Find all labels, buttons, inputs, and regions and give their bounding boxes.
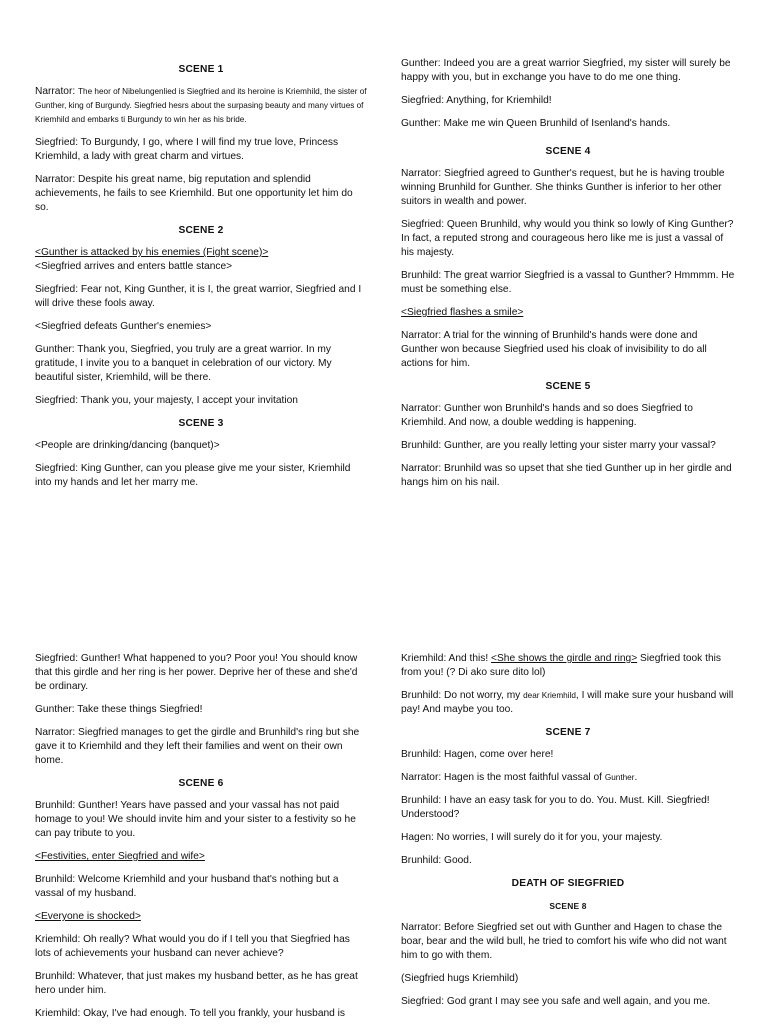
- stage-direction: <Siegfried arrives and enters battle stance>: [35, 261, 233, 272]
- dialogue-text-small: Gunther: [604, 773, 635, 782]
- stage-direction: <People are drinking/dancing (banquet)>: [35, 440, 220, 451]
- dialogue-paragraph: Siegfried: Thank you, your majesty, I accept your invitation: [35, 395, 298, 406]
- dialogue-paragraph: Gunther: Thank you, Siegfried, you truly are a great warrior. In my gratitude, I invite you to a banquet in celebration of our victory. My beautiful sister, Kriemhild, will be there.: [35, 344, 332, 383]
- scene-1-heading: SCENE 1: [178, 64, 224, 75]
- dialogue-text: Narrator: Hagen is the most faithful vassal of: [401, 772, 605, 783]
- lower-left-column: [35, 652, 367, 1030]
- dialogue-paragraph: Narrator: Despite his great name, big reputation and splendid achievements, he fails to see Kriemhild. But one opportunity let him do so.: [35, 174, 353, 213]
- narrator-intro-paragraph: [35, 85, 367, 127]
- dialogue-paragraph: [401, 689, 735, 717]
- upper-right-column: [401, 57, 735, 499]
- dialogue-paragraph: Siegfried: Fear not, King Gunther, it is I, the great warrior, Siegfried and I will drive these fools away.: [35, 284, 362, 309]
- dialogue-paragraph: Narrator: A trial for the winning of Brunhild's hands were done and Gunther won because Siegfried used his cloak of invisibility to do all actions for him.: [401, 330, 707, 369]
- scene-3-heading: SCENE 3: [178, 418, 224, 429]
- scene-7-heading: SCENE 7: [545, 727, 591, 738]
- dialogue-text-small: dear Kriemhild: [523, 691, 576, 700]
- dialogue-paragraph: (Siegfried hugs Kriemhild): [401, 973, 519, 984]
- dialogue-paragraph: Kriemhild: Okay, I've had enough. To tell you frankly, your husband is: [35, 1008, 345, 1019]
- dialogue-paragraph: Brunhild: Welcome Kriemhild and your husband that's nothing but a vassal of my husband.: [35, 874, 339, 899]
- dialogue-paragraph: Siegfried: King Gunther, can you please give me your sister, Kriemhild into my hands and let her marry me.: [35, 463, 351, 488]
- dialogue-paragraph: Kriemhild: Oh really? What would you do if I tell you that Siegfried has lots of achievements your husband can never achieve?: [35, 934, 350, 959]
- dialogue-text: , I will make sure your husband will pay! And maybe you too.: [401, 690, 734, 715]
- scene-5-heading: SCENE 5: [545, 381, 591, 392]
- dialogue-paragraph: Gunther: Take these things Siegfried!: [35, 704, 203, 715]
- dialogue-paragraph: Brunhild: Gunther! Years have passed and your vassal has not paid homage to you! We should invite him and your sister to a festivity so he can pay tribute to you.: [35, 800, 356, 839]
- dialogue-paragraph: Brunhild: Hagen, come over here!: [401, 749, 554, 760]
- dialogue-paragraph: Narrator: Siegfried manages to get the girdle and Brunhild's ring but she gave it to Kriemhild and they left their families and went on their own home.: [35, 727, 360, 766]
- stage-direction: <She shows the girdle and ring>: [491, 653, 638, 664]
- dialogue-paragraph: [401, 652, 735, 680]
- upper-left-column: [35, 57, 367, 499]
- dialogue-paragraph: Siegfried: To Burgundy, I go, where I will find my true love, Princess Kriemhild, a lady with great charm and virtues.: [35, 137, 339, 162]
- scene-4-heading: SCENE 4: [545, 146, 591, 157]
- dialogue-paragraph: Siegfried: Gunther! What happened to you? Poor you! You should know that this girdle and her ring is her power. Deprive her of these and she'd be ordinary.: [35, 653, 358, 692]
- lower-right-column: [401, 652, 735, 1018]
- speaker-text: Kriemhild: And this!: [401, 653, 492, 664]
- lower-page: [0, 640, 768, 1024]
- dialogue-paragraph: Brunhild: Gunther, are you really letting your sister marry your vassal?: [401, 440, 716, 451]
- stage-direction: <Siegfried defeats Gunther's enemies>: [35, 321, 212, 332]
- dialogue-paragraph: Siegfried: God grant I may see you safe and well again, and you me.: [401, 996, 711, 1007]
- dialogue-paragraph: Hagen: No worries, I will surely do it for you, your majesty.: [401, 832, 663, 843]
- dialogue-paragraph: Brunhild: I have an easy task for you to do. You. Must. Kill. Siegfried! Understood?: [401, 795, 710, 820]
- dialogue-paragraph: Gunther: Make me win Queen Brunhild of Isenland's hands.: [401, 118, 671, 129]
- dialogue-text: Siegfried took this from you! (? Di ako sure dito lol): [401, 653, 721, 678]
- stage-direction-group: [35, 246, 367, 274]
- stage-direction: <Gunther is attacked by his enemies (Fight scene)>: [35, 247, 269, 258]
- dialogue-paragraph: [401, 771, 735, 785]
- dialogue-text: .: [634, 772, 638, 783]
- dialogue-paragraph: Narrator: Gunther won Brunhild's hands and so does Siegfried to Kriemhild. And now, a double wedding is happening.: [401, 403, 693, 428]
- speaker-label: Narrator:: [35, 86, 79, 97]
- dialogue-paragraph: Brunhild: Good.: [401, 855, 472, 866]
- stage-direction: <Festivities, enter Siegfried and wife>: [35, 851, 205, 862]
- dialogue-text: Brunhild: Do not worry, my: [401, 690, 524, 701]
- scene-8-heading: SCENE 8: [549, 901, 587, 911]
- dialogue-paragraph: Siegfried: Anything, for Kriemhild!: [401, 95, 552, 106]
- stage-direction: <Siegfried flashes a smile>: [401, 307, 524, 318]
- dialogue-paragraph: Brunhild: The great warrior Siegfried is a vassal to Gunther? Hmmmm. He must be something else.: [401, 270, 735, 295]
- scene-6-heading: SCENE 6: [178, 778, 224, 789]
- scene-2-heading: SCENE 2: [178, 225, 224, 236]
- dialogue-paragraph: Narrator: Before Siegfried set out with Gunther and Hagen to chase the boar, bear and the wild bull, he tried to comfort his wife who did not want him to go with them.: [401, 922, 727, 961]
- stage-direction: <Everyone is shocked>: [35, 911, 141, 922]
- dialogue-paragraph: Brunhild: Whatever, that just makes my husband better, as he has great hero under him.: [35, 971, 358, 996]
- dialogue-paragraph: Narrator: Siegfried agreed to Gunther's request, but he is having trouble winning Brunhild for Gunther. She thinks Gunther is inferior to her other suitors in wealth and power.: [401, 168, 725, 207]
- death-of-siegfried-heading: DEATH OF SIEGFRIED: [511, 878, 625, 889]
- narrator-intro-text: The heor of Nibelungenlied is Siegfried and its heroine is Kriemhild, the sister of Gunther, king of Burgundy. Siegfried hesrs about the surpasing beauty and many virtues of Kriemhild and embarks ti Burgundy to win her as his bride.: [35, 87, 367, 124]
- dialogue-paragraph: Siegfried: Queen Brunhild, why would you think so lowly of King Gunther? In fact, a reputed strong and courageous hero like me is just a vassal of his majesty.: [401, 219, 734, 258]
- dialogue-paragraph: Gunther: Indeed you are a great warrior Siegfried, my sister will surely be happy with you, but in exchange you have to do me one thing.: [401, 58, 731, 83]
- dialogue-paragraph: Narrator: Brunhild was so upset that she tied Gunther up in her girdle and hangs him on his nail.: [401, 463, 732, 488]
